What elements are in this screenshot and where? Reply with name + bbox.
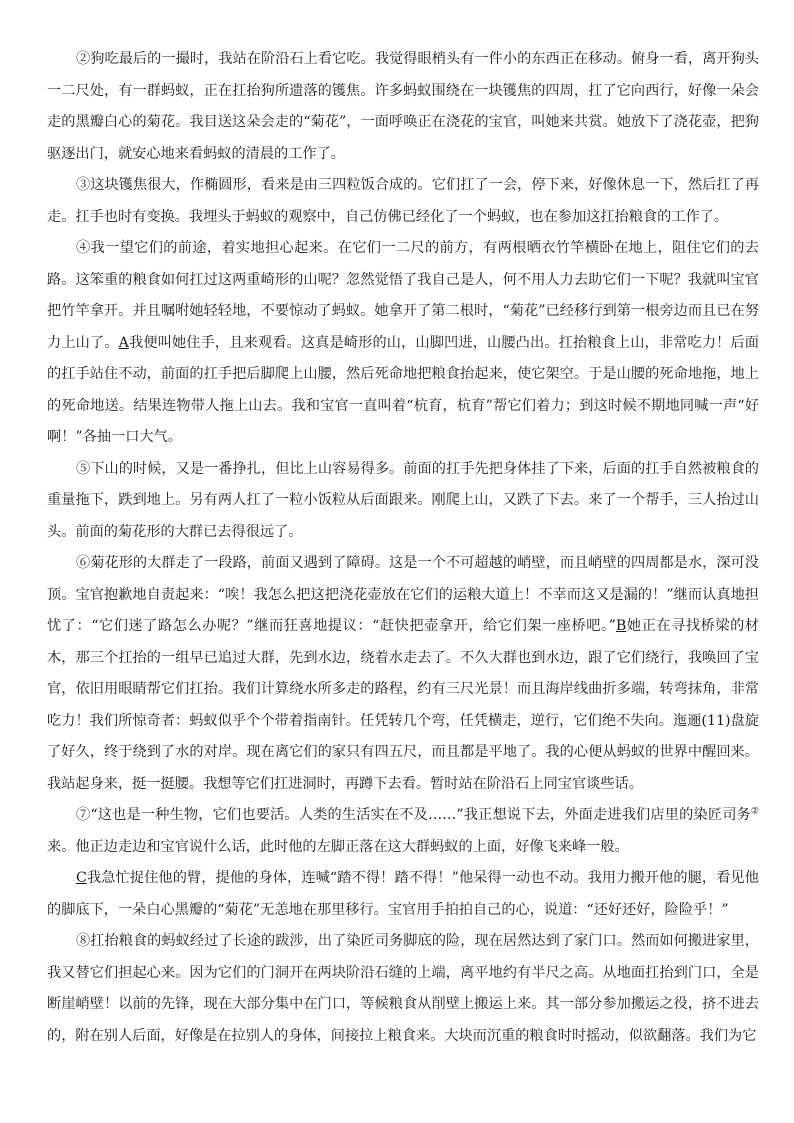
paragraph-7-continued <box>47 863 759 926</box>
paragraph-8 <box>47 926 759 1052</box>
paragraph-3 <box>47 170 759 233</box>
marker-a: A <box>118 334 129 351</box>
paragraph-text: ④我一望它们的前途，着实地担心起来。在它们一二尺的前方，有两根晒衣竹竿横卧在地上，阻住它们的去路。这笨重的粮食如何扛过这两重崎形的山呢？忽然觉悟了我自己是人，何不用人力去助它们一下呢？我就叫宝官把竹竿拿开。并且嘱咐她轻轻地，不要惊动了蚂蚁。她拿开了第二根时，“菊花”已经移行到第一根旁边而且已在努力上山了。 <box>47 240 759 351</box>
marker-b: B <box>615 618 627 634</box>
marker-c: C <box>76 870 87 886</box>
paragraph-text: 来。他正边走边和宝官说什么话，此时他的左脚正落在这大群蚂蚁的上面，好像飞来峰一般。 <box>47 838 629 855</box>
paragraph-text: ②狗吃最后的一撮时，我站在阶沿石上看它吃。我觉得眼梢头有一件小的东西正在移动。俯身一看，离开狗头一二尺处，有一群蚂蚁，正在扛抬狗所遗落的镬焦。许多蚂蚁围绕在一块镬焦的四周，扛了它向西行，好像一朵会走的黑瓣白心的菊花。我目送这朵会走的“菊花”，一面呼唤正在浇花的宝官，叫她来共赏。她放下了浇花壶，把狗驱逐出门，就安心地来看蚂蚁的清晨的工作了。 <box>47 51 759 162</box>
paragraph-5 <box>47 454 759 549</box>
paragraph-text: ⑦“这也是一种生物，它们也要活。人类的生活实在不及……”我正想说下去，外面走进我们店里的染匠司务 <box>76 807 751 823</box>
article-body <box>47 44 759 1052</box>
paragraph-4 <box>47 233 759 454</box>
paragraph-text: ③这块镬焦很大，作椭圆形，看来是由三四粒饭合成的。它们扛了一会，停下来，好像休息一下，然后扛了再走。扛手也时有变换。我埋头于蚂蚁的观察中，自己仿佛已经化了一个蚂蚁，也在参加这扛抬粮食的工作了。 <box>47 177 759 225</box>
paragraph-7 <box>47 800 759 863</box>
paragraph-text: 她正在寻找桥梁的材木，那三个扛抬的一组早已追过大群，先到水边，绕着水走去了。不久大群也到水边，跟了它们绕行，我唤回了宝官，依旧用眼睛帮它们扛抬。我们计算绕水所多走的路程，约有三尺光景！而且海岸线曲折多端，转弯抹角，非常吃力！我们所惊奇者：蚂蚁似乎个个带着指南针。任凭转几个弯，任凭横走，逆行，它们绝不失向。迤逦(11)盘旋了好久，终于绕到了水的对岸。现在离它们的家只有四五尺，而且都是平地了。我的心便从蚂蚁的世界中醒回来。我站起身来，挺一挺腰。我想等它们扛进洞时，再蹲下去看。暂时站在阶沿石上同宝官谈些话。 <box>47 618 759 792</box>
paragraph-text: 我便叫她住手，且来观看。这真是崎形的山，山脚凹进，山腰凸出。扛抬粮食上山，非常吃力！后面的扛手站住不动，前面的扛手把后脚爬上山腰，然后死命地把粮食抬起来，使它架空。于是山腰的死命地拖，地上的死命地送。结果连物带人拖上山去。我和宝官一直叫着“杭育，杭育”帮它们着力；到这时候不期地同喊一声“好啊！”各抽一口大气。 <box>47 334 759 445</box>
paragraph-2 <box>47 44 759 170</box>
paragraph-text: ⑤下山的时候，又是一番挣扎，但比上山容易得多。前面的扛手先把身体挂了下来，后面的扛手自然被粮食的重量拖下，跌到地上。另有两人扛了一粒小饭粒从后面跟来。刚爬上山，又跌了下去。来了一个帮手，三人抬过山头。前面的菊花形的大群已去得很远了。 <box>47 460 759 540</box>
paragraph-text: ⑧扛抬粮食的蚂蚁经过了长途的跋涉，出了染匠司务脚底的险，现在居然达到了家门口。然而如何搬进家里，我又替它们担起心来。因为它们的门洞开在两块阶沿石缝的上端，离平地约有半尺之高。从地面扛抬到门口，全是断崖峭壁！以前的先锋，现在大部分集中在门口，等候粮食从削壁上搬运上来。其一部分参加搬运之役，挤不进去的，附在别人后面，好像是在拉别人的身体，间接拉上粮食来。大块而沉重的粮食时时摇动，似欲翻落。我们为它 <box>47 933 759 1044</box>
paragraph-text: 我急忙捉住他的臂，提他的身体，连喊“踏不得！踏不得！”他呆得一动也不动。我用力搬开他的腿，看见他的脚底下，一朵白心黑瓣的“菊花”无恙地在那里移行。宝官用手拍拍自己的心，说道：“还好还好，险险乎！” <box>47 870 759 918</box>
paragraph-6 <box>47 548 759 800</box>
footnote-marker: ② <box>750 806 759 817</box>
paragraph-text: ⑥菊花形的大群走了一段路，前面又遇到了障碍。这是一个不可超越的峭壁，而且峭壁的四周都是水，深可没顶。宝官抱歉地自责起来：“唉！我怎么把这把浇花壶放在它们的运粮大道上！不幸而这又是漏的！”继而认真地担忧了：“它们迷了路怎么办呢？”继而狂喜地提议：“赶快把壶拿开，给它们架一座桥吧。” <box>47 555 759 634</box>
